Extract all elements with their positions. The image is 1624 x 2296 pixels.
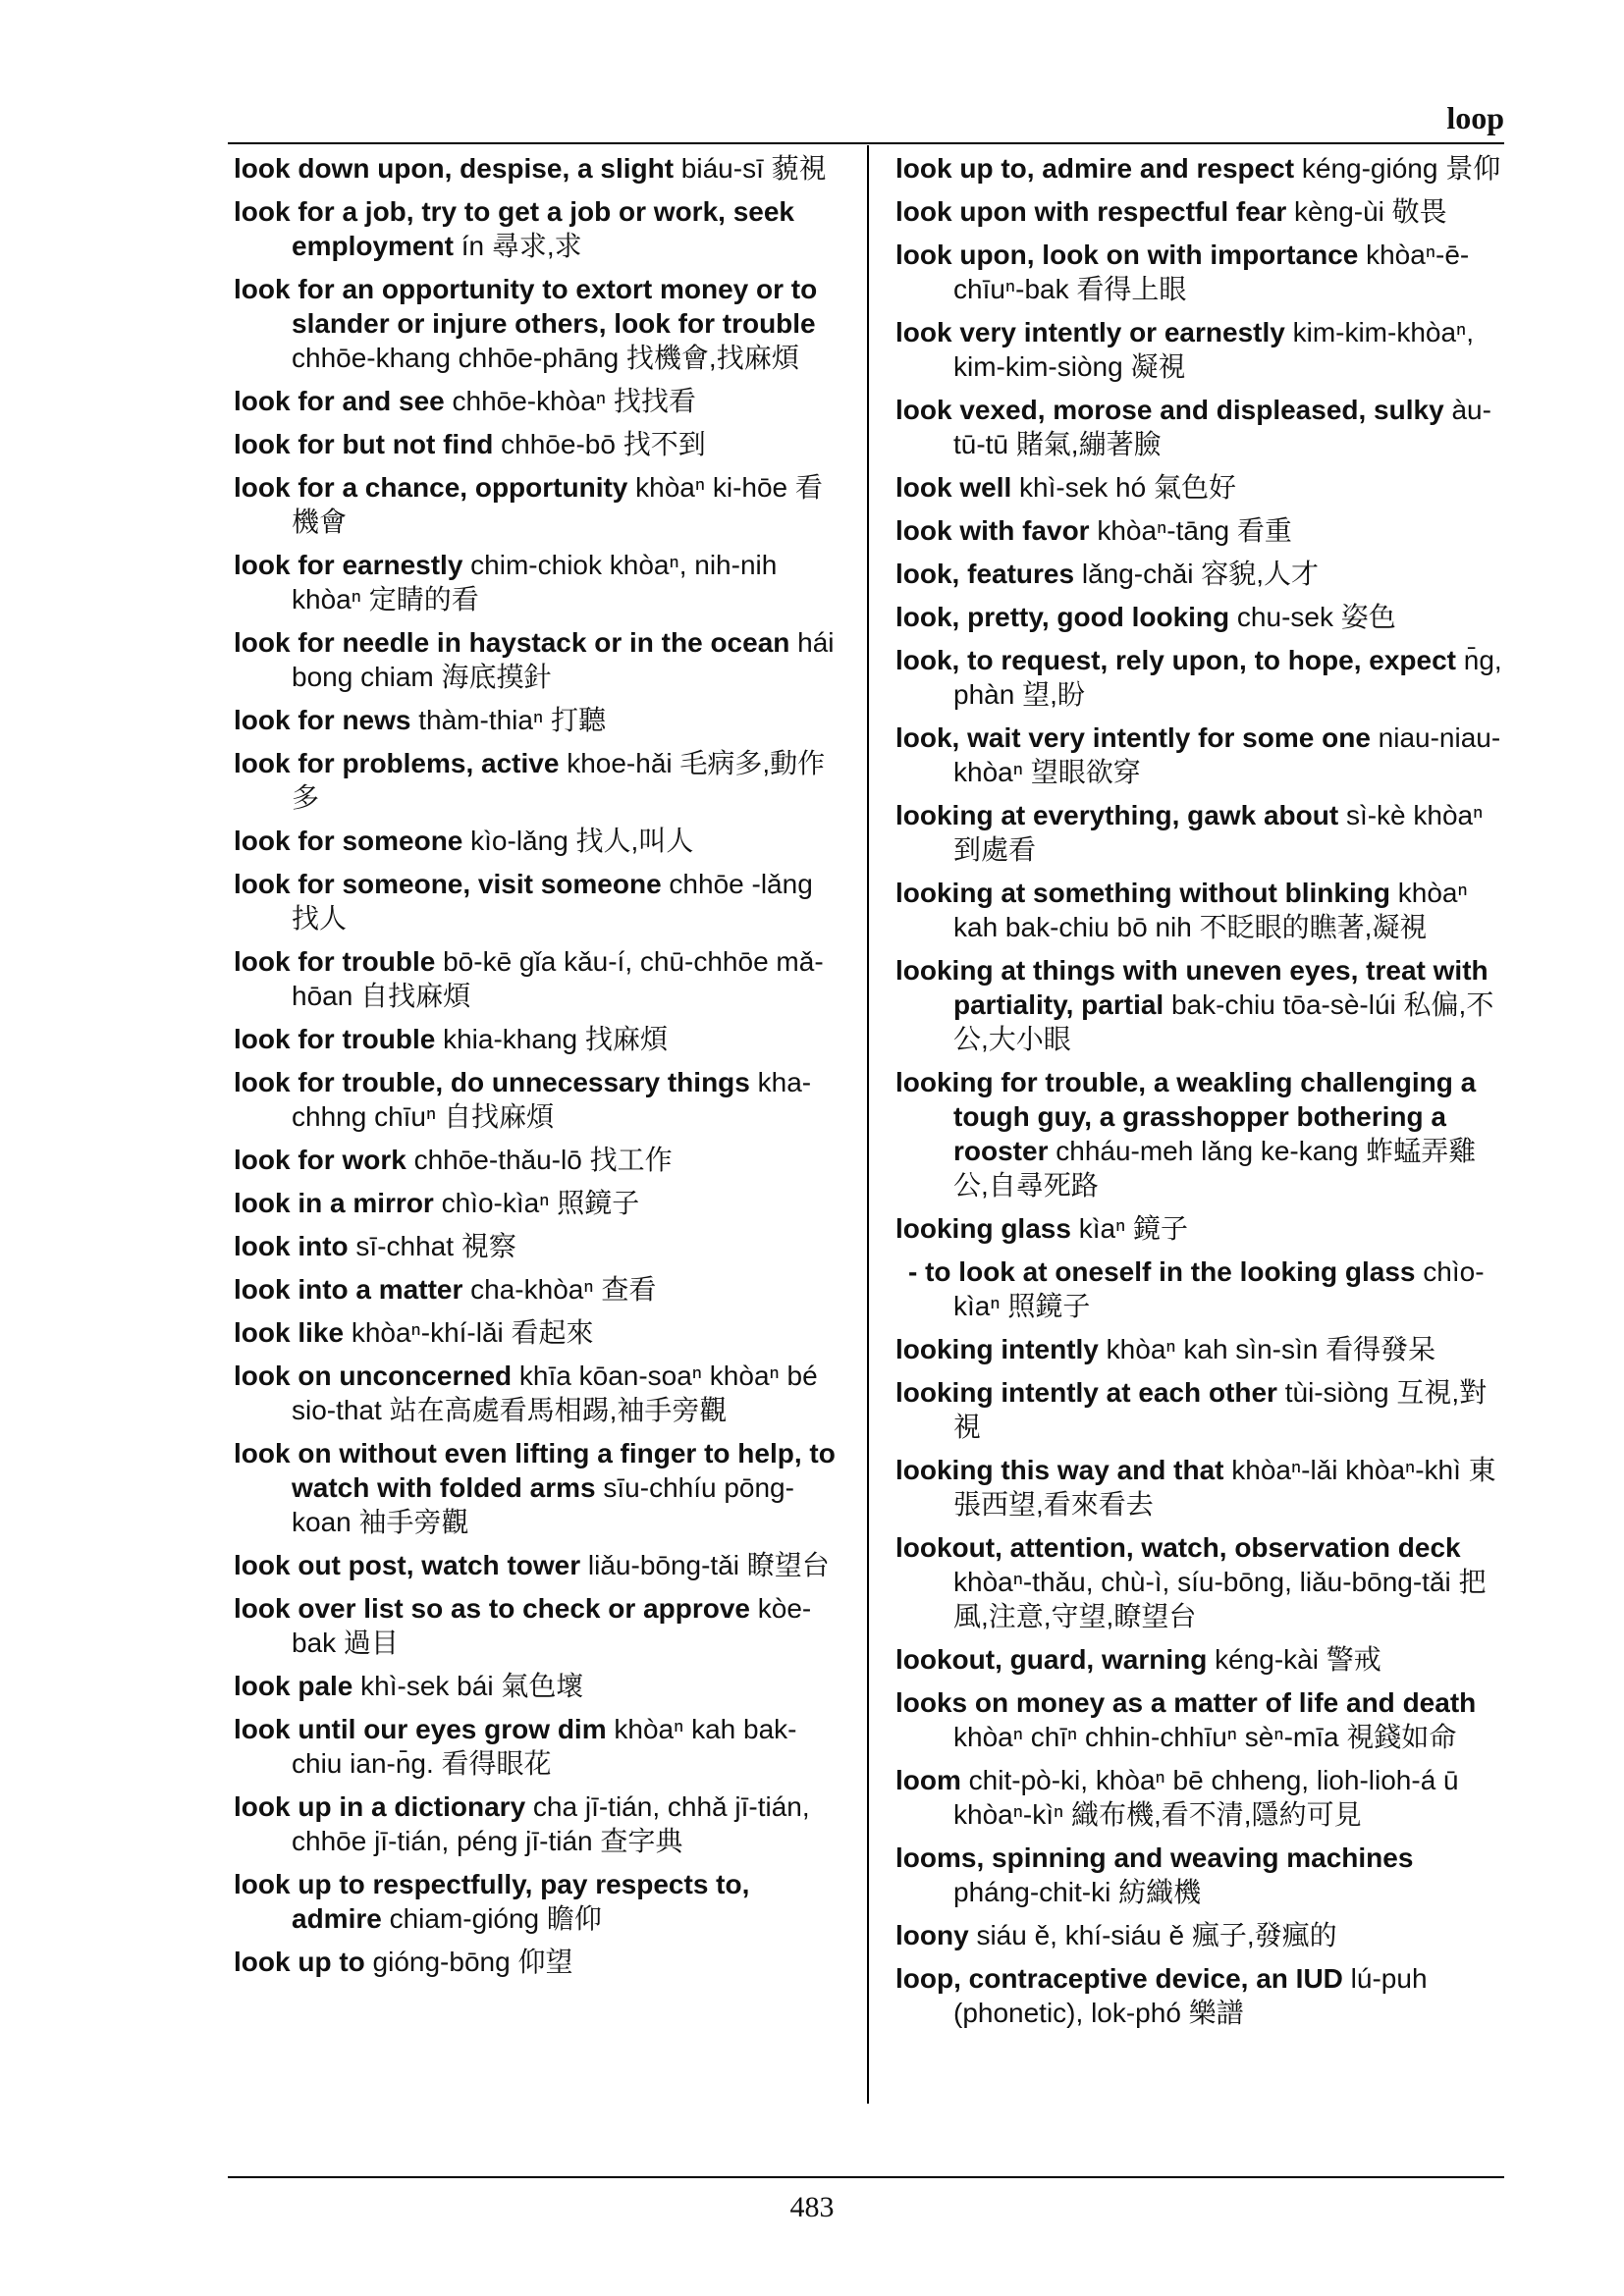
- dictionary-entry: [234, 1548, 842, 1582]
- dictionary-entry: [895, 1841, 1504, 1909]
- dictionary-entry: [234, 746, 842, 815]
- right-column: [895, 151, 1504, 2039]
- entry-translation: lǎng-chǎi 容貌,人才: [1074, 559, 1320, 589]
- dictionary-entry: [895, 1763, 1504, 1832]
- dictionary-entry: [234, 1022, 842, 1056]
- dictionary-entry: [234, 944, 842, 1013]
- entry-headword: look upon, look on with importance: [895, 240, 1359, 270]
- dictionary-entry: [895, 151, 1504, 186]
- entry-translation: cha-khòaⁿ 查看: [462, 1274, 657, 1305]
- entry-headword: look for but not find: [234, 429, 494, 459]
- entry-translation: khoe-hǎi 毛病多,動作多: [292, 748, 826, 813]
- entry-headword: loom: [895, 1765, 961, 1795]
- dictionary-entry: [234, 1186, 842, 1220]
- dictionary-entry: [234, 625, 842, 694]
- dictionary-entry: [895, 1918, 1504, 1952]
- entry-translation: khì-sek bái 氣色壞: [352, 1671, 584, 1701]
- entry-headword: look for a job, try to get a job or work, seek employment: [234, 196, 794, 261]
- dictionary-entry: [895, 876, 1504, 944]
- dictionary-entry: [234, 548, 842, 616]
- entry-headword: look for someone, visit someone: [234, 869, 662, 899]
- dictionary-entry: [895, 1530, 1504, 1633]
- entry-headword: look, to request, rely upon, to hope, expect: [895, 645, 1456, 675]
- entry-translation: khì-sek hó 氣色好: [1011, 472, 1236, 503]
- dictionary-entry: [895, 1211, 1504, 1246]
- dictionary-entry: [234, 1065, 842, 1134]
- entry-translation: kéng-kài 警戒: [1207, 1644, 1381, 1675]
- entry-headword: looking intently: [895, 1334, 1099, 1364]
- entry-headword: looking at everything, gawk about: [895, 800, 1339, 830]
- entry-headword: look on without even lifting a finger to help, to watch with folded arms: [234, 1438, 836, 1503]
- entry-headword: lookout, guard, warning: [895, 1644, 1208, 1675]
- entry-headword: look up to, admire and respect: [895, 153, 1295, 184]
- header-rule: [228, 142, 1504, 144]
- entry-translation: khia-khang 找麻煩: [435, 1024, 668, 1054]
- entry-headword: look for work: [234, 1145, 406, 1175]
- entry-translation: khòaⁿ-thǎu, chù-ì, síu-bōng, liǎu-bōng-tǎi 把風,注意,守望,瞭望台: [953, 1567, 1487, 1631]
- dictionary-entry: [234, 1143, 842, 1177]
- entry-headword: look, wait very intently for some one: [895, 722, 1371, 753]
- dictionary-entry: [234, 824, 842, 858]
- dictionary-entry: [234, 1315, 842, 1350]
- entry-translation: kòe-bak 過目: [292, 1593, 812, 1658]
- entry-translation: khòaⁿ kah bak-chiu bō nih 不眨眼的瞧著,凝視: [953, 878, 1468, 942]
- entry-headword: look until our eyes grow dim: [234, 1714, 607, 1744]
- entry-translation: gióng-bōng 仰望: [364, 1947, 573, 1977]
- entry-headword: loony: [895, 1920, 969, 1950]
- entry-headword: look for and see: [234, 386, 445, 416]
- entry-translation: liǎu-bōng-tǎi 瞭望台: [580, 1550, 830, 1580]
- entry-headword: looking intently at each other: [895, 1377, 1277, 1408]
- entry-translation: chiam-gióng 瞻仰: [381, 1903, 602, 1934]
- entry-headword: look with favor: [895, 515, 1090, 546]
- dictionary-entry: [234, 1669, 842, 1703]
- entry-translation: lú-puh (phonetic), lok-phó 樂譜: [953, 1963, 1428, 2028]
- entry-translation: chhōe-khang chhōe-phāng 找機會,找麻煩: [292, 343, 799, 373]
- dictionary-entry: [895, 1642, 1504, 1677]
- entry-headword: look for an opportunity to extort money or to slander or injure others, look for trouble: [234, 274, 818, 339]
- entry-translation: khòaⁿ chīⁿ chhin-chhīuⁿ sèⁿ-mīa 視錢如命: [953, 1722, 1457, 1752]
- entry-translation: kéng-gióng 景仰: [1294, 153, 1501, 184]
- entry-translation: kha-chhng chīuⁿ 自找麻煩: [292, 1067, 812, 1132]
- dictionary-entry: [895, 238, 1504, 306]
- dictionary-entry: [895, 600, 1504, 634]
- entry-translation: chim-chiok khòaⁿ, nih-nih khòaⁿ 定睛的看: [292, 550, 778, 614]
- entry-headword: loop, contraceptive device, an IUD: [895, 1963, 1343, 1994]
- entry-translation: chháu-meh lǎng ke-kang 蚱蜢弄雞公,自尋死路: [953, 1136, 1477, 1201]
- entry-translation: n̄g, phàn 望,盼: [953, 645, 1502, 710]
- entry-translation: àu-tū-tū 賭氣,繃著臉: [953, 395, 1491, 459]
- entry-translation: ín 尋求,求: [453, 231, 582, 261]
- dictionary-entry: [895, 194, 1504, 229]
- entry-headword: looking at something without blinking: [895, 878, 1390, 908]
- entry-translation: siáu ě, khí-siáu ě 瘋子,發瘋的: [968, 1920, 1337, 1950]
- dictionary-entry: [895, 1255, 1504, 1323]
- dictionary-entry: [234, 470, 842, 539]
- entry-headword: look down upon, despise, a slight: [234, 153, 675, 184]
- entry-headword: - to look at oneself in the looking glass: [908, 1256, 1416, 1287]
- entry-translation: khīa kōan-soaⁿ khòaⁿ bé sio-that 站在高處看馬相踢,袖手旁觀: [292, 1361, 818, 1425]
- guide-word: loop: [1446, 100, 1504, 135]
- entry-translation: chhōe-bō 找不到: [493, 429, 706, 459]
- entry-translation: bō-kē gǐa kǎu-í, chū-chhōe mǎ-hōan 自找麻煩: [292, 946, 824, 1011]
- dictionary-entry: [234, 427, 842, 461]
- dictionary-entry: [895, 393, 1504, 461]
- dictionary-entry: [234, 272, 842, 375]
- entry-translation: kìaⁿ 鏡子: [1070, 1213, 1189, 1244]
- entry-translation: sī-chhat 視察: [348, 1231, 516, 1261]
- dictionary-entry: [234, 1436, 842, 1539]
- entry-translation: khòaⁿ kah bak-chiu ian-n̄g. 看得眼花: [292, 1714, 797, 1779]
- dictionary-entry: [895, 315, 1504, 384]
- dictionary-entry: [234, 1867, 842, 1936]
- entry-headword: looms, spinning and weaving machines: [895, 1842, 1414, 1873]
- entry-headword: look for trouble, do unnecessary things: [234, 1067, 750, 1097]
- entry-headword: looking glass: [895, 1213, 1071, 1244]
- entry-headword: look vexed, morose and displeased, sulky: [895, 395, 1444, 425]
- entry-headword: looking this way and that: [895, 1455, 1224, 1485]
- entry-translation: chu-sek 姿色: [1229, 602, 1396, 632]
- dictionary-entry: [895, 1065, 1504, 1202]
- entry-headword: look for trouble: [234, 946, 436, 977]
- dictionary-entry: [895, 798, 1504, 867]
- dictionary-entry: [234, 1789, 842, 1858]
- dictionary-entry: [895, 953, 1504, 1056]
- dictionary-entry: [234, 1359, 842, 1427]
- entry-headword: look for problems, active: [234, 748, 560, 778]
- entry-headword: look very intently or earnestly: [895, 317, 1285, 347]
- entry-translation: sì-kè khòaⁿ 到處看: [953, 800, 1484, 865]
- entry-translation: khòaⁿ-tāng 看重: [1089, 515, 1292, 546]
- dictionary-entry: [234, 194, 842, 263]
- entry-headword: look, features: [895, 559, 1075, 589]
- dictionary-entry: [234, 1591, 842, 1660]
- entry-headword: look well: [895, 472, 1012, 503]
- entry-translation: bak-chiu tōa-sè-lúi 私偏,不公,大小眼: [953, 989, 1494, 1054]
- dictionary-entry: [234, 703, 842, 737]
- entry-translation: tùi-siòng 互視,對視: [953, 1377, 1488, 1442]
- dictionary-entry: [895, 470, 1504, 505]
- dictionary-entry: [895, 643, 1504, 712]
- entry-translation: khòaⁿ-ē-chīuⁿ-bak 看得上眼: [953, 240, 1470, 304]
- entry-translation: chhōe-thǎu-lō 找工作: [406, 1145, 673, 1175]
- entry-translation: chhōe-khòaⁿ 找找看: [444, 386, 696, 416]
- dictionary-entry: [234, 151, 842, 186]
- dictionary-entry: [234, 1712, 842, 1781]
- entry-translation: kèng-ùi 敬畏: [1286, 196, 1447, 227]
- dictionary-entry: [895, 1685, 1504, 1754]
- dictionary-entry: [234, 867, 842, 935]
- entry-headword: look upon with respectful fear: [895, 196, 1287, 227]
- entry-headword: look up to: [234, 1947, 365, 1977]
- entry-headword: look for someone: [234, 826, 463, 856]
- dictionary-entry: [895, 557, 1504, 591]
- entry-translation: khòaⁿ ki-hōe 看機會: [292, 472, 823, 537]
- dictionary-entry: [234, 1229, 842, 1263]
- left-column: [234, 151, 842, 1988]
- dictionary-entry: [895, 1332, 1504, 1366]
- entry-headword: look into a matter: [234, 1274, 463, 1305]
- entry-translation: chìo-kìaⁿ 照鏡子: [433, 1188, 640, 1218]
- entry-headword: look up to respectfully, pay respects to, admire: [234, 1869, 750, 1934]
- entry-translation: chìo-kìaⁿ 照鏡子: [953, 1256, 1485, 1321]
- entry-headword: look for needle in haystack or in the ocean: [234, 627, 790, 658]
- dictionary-entry: [895, 513, 1504, 548]
- page-number: 483: [789, 2191, 835, 2223]
- entry-translation: chhōe -lǎng 找人: [292, 869, 813, 934]
- entry-translation: niau-niau-khòaⁿ 望眼欲穿: [953, 722, 1501, 787]
- entry-translation: chit-pò-ki, khòaⁿ bē chheng, lioh-lioh-á ū khòaⁿ-kìⁿ 織布機,看不清,隱約可見: [953, 1765, 1459, 1830]
- dictionary-entry: [234, 1272, 842, 1307]
- dictionary-entry: [234, 384, 842, 418]
- dictionary-entry: [895, 1375, 1504, 1444]
- entry-headword: look over list so as to check or approve: [234, 1593, 750, 1624]
- entry-translation: biáu-sī 藐視: [674, 153, 827, 184]
- entry-headword: look for earnestly: [234, 550, 463, 580]
- entry-translation: thàm-thiaⁿ 打聽: [410, 705, 606, 735]
- column-divider: [867, 145, 869, 2104]
- entry-headword: look up in a dictionary: [234, 1791, 526, 1822]
- entry-headword: look into: [234, 1231, 349, 1261]
- entry-translation: kim-kim-khòaⁿ, kim-kim-siòng 凝視: [953, 317, 1475, 382]
- entry-headword: look on unconcerned: [234, 1361, 513, 1391]
- footer-rule: [228, 2176, 1504, 2178]
- entry-headword: looking for trouble, a weakling challenging a tough guy, a grasshopper bothering a rooster: [895, 1067, 1477, 1166]
- entry-headword: look in a mirror: [234, 1188, 434, 1218]
- entry-headword: look pale: [234, 1671, 353, 1701]
- entry-translation: khòaⁿ-lǎi khòaⁿ-khì 東張西望,看來看去: [953, 1455, 1496, 1520]
- entry-translation: sīu-chhíu pōng-koan 袖手旁觀: [292, 1472, 794, 1537]
- entry-headword: look, pretty, good looking: [895, 602, 1230, 632]
- entry-headword: look for news: [234, 705, 411, 735]
- entry-translation: khòaⁿ kah sìn-sìn 看得發呆: [1098, 1334, 1436, 1364]
- entry-translation: cha jī-tián, chhǎ jī-tián, chhōe jī-tián, péng jī-tián 查字典: [292, 1791, 810, 1856]
- entry-headword: look out post, watch tower: [234, 1550, 581, 1580]
- entry-translation: pháng-chit-ki 紡織機: [953, 1877, 1202, 1907]
- entry-headword: look like: [234, 1317, 345, 1348]
- entry-translation: kìo-lǎng 找人,叫人: [462, 826, 694, 856]
- entry-headword: look for trouble: [234, 1024, 436, 1054]
- entry-headword: look for a chance, opportunity: [234, 472, 628, 503]
- dictionary-entry: [234, 1945, 842, 1979]
- dictionary-entry: [895, 1453, 1504, 1522]
- entry-headword: lookout, attention, watch, observation deck: [895, 1532, 1461, 1563]
- entry-translation: khòaⁿ-khí-lǎi 看起來: [344, 1317, 594, 1348]
- dictionary-entry: [895, 721, 1504, 789]
- entry-translation: hái bong chiam 海底摸針: [292, 627, 835, 692]
- entry-headword: looking at things with uneven eyes, treat with partiality, partial: [895, 955, 1489, 1020]
- dictionary-entry: [895, 1961, 1504, 2030]
- entry-headword: looks on money as a matter of life and death: [895, 1687, 1477, 1718]
